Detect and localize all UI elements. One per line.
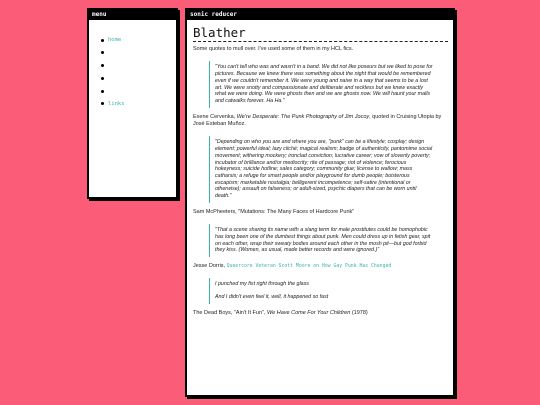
lyric-line: And I didn't even feel it, well, it happened so fast xyxy=(215,294,329,301)
quote-text: "Depending on who you are and where you are, "punk" can be a lifestyle; cosplay; design element; powerful ideal; lazy cliché; magical realism; badge of authenticity, pantomime social movement; withering mockery; ironclad conviction; lucrative career; vow of slovenly poverty; incubator of brilliance and/or mediocrity; rite of passage; riot of violence; ferocious hokeyness; suicide hotline; sales category; community glue; license to wallow; mass catharsis; a refuge for smart people and/or playground for dumb people; boisterous escapism; marketable nostalgia; belligerent incompetence; self-satire (intentional or otherwise); assault on falseness; or adult-sized, psychic diapers that can be worn until death." xyxy=(215,139,433,200)
quote-block xyxy=(209,224,434,257)
attribution-rest: (1978) xyxy=(350,309,368,316)
quote-attribution xyxy=(193,114,448,129)
quote-attribution xyxy=(193,209,448,216)
menu-item[interactable] xyxy=(101,75,176,88)
menu-item[interactable] xyxy=(101,63,176,76)
menu-title: menu xyxy=(89,10,176,20)
quote-block xyxy=(209,136,434,202)
menu-item-links[interactable]: links xyxy=(101,101,176,114)
quote-text: "You can't tell who was and wasn't in a band. We did not like poseurs but we liked to pose for pictures. Because we knew there was something about the night that would be remembered even if we couldn't remember it. We were young and naive in a way that seems to be a lost art. We were snotty and compassionate and deliberate and reckless but we knew exactly what we were doing. We were ghosts then and we are ghosts now. We will haunt your malls and catwalks forever. Ha Ha." xyxy=(215,64,433,104)
menu-list xyxy=(89,20,176,114)
quote-text: "That a scene sharing its name with a slang term for male prostitutes could be homophobic has long been one of the dumbest things about punk. Men could dress up in fetish gear, spit on each other, wrap their sweaty bodies around each other in the mosh pit—but god forbid they kiss. (Women, as usual, made better records and were ignored.)" xyxy=(215,227,431,254)
quote-block xyxy=(209,61,434,107)
attribution-author: Sam McPheeters, "Mutations: The Many Faces of Hardcore Punk" xyxy=(193,208,355,215)
quote-attribution xyxy=(193,263,448,270)
main-content xyxy=(187,20,453,317)
intro-text: Some quotes to mull over. I've used some of them in my HCL fics. xyxy=(193,46,354,52)
lyric-line: I punched my fist right through the glass xyxy=(215,281,309,288)
menu-item[interactable] xyxy=(101,50,176,63)
page-heading: Blather xyxy=(193,26,448,42)
article-link[interactable]: Queercore Veteran Scott Moore on How Gay Punk Has Changed xyxy=(226,263,392,269)
quote-attribution xyxy=(193,310,448,317)
lyrics-block xyxy=(209,278,434,303)
attribution-rest: , quoted in Cruising Utopia by José Esteban Muñoz. xyxy=(193,113,442,128)
menu-window xyxy=(87,8,178,199)
attribution-work: We Have Come For Your Children xyxy=(267,309,351,316)
attribution-author: Jesse Dorris, xyxy=(193,262,227,269)
main-window-title: sonic reducer xyxy=(187,10,453,20)
menu-item[interactable] xyxy=(101,88,176,101)
attribution-author: The Dead Boys, "Ain't It Fun", xyxy=(193,309,268,316)
menu-item-home[interactable]: home xyxy=(101,37,176,50)
attribution-work: We're Desperate: The Punk Photography of Jim Jocoy xyxy=(236,113,370,120)
main-window xyxy=(185,8,455,397)
attribution-author: Exene Cervenka, xyxy=(193,113,237,120)
